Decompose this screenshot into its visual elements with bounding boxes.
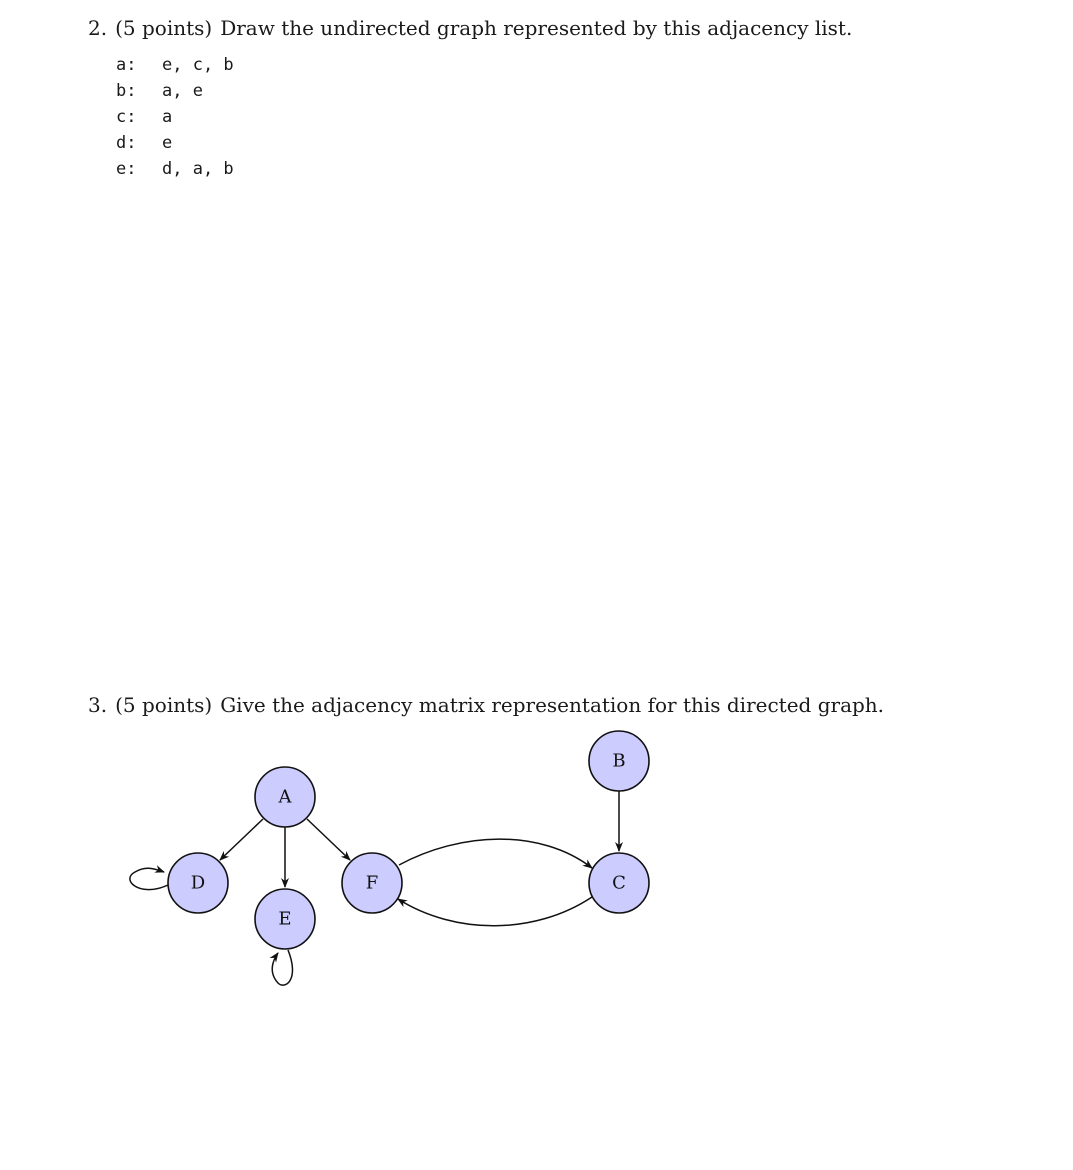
edge-A-D — [220, 819, 263, 860]
edge-E-E-loop — [272, 950, 292, 985]
question-2-points: (5 points) — [115, 16, 213, 40]
node-B-label: B — [612, 750, 626, 772]
adjacency-key: e: — [116, 159, 137, 179]
adjacency-key: d: — [116, 133, 137, 153]
question-2-number: 2. — [88, 16, 108, 40]
node-A-label: A — [278, 786, 292, 808]
adjacency-values: e, c, b — [162, 55, 234, 75]
question-3-number: 3. — [88, 693, 108, 717]
node-B — [589, 731, 649, 791]
node-F — [342, 853, 402, 913]
question-3-points: (5 points) — [115, 693, 213, 717]
node-C-label: C — [612, 872, 626, 894]
adjacency-values: a, e — [162, 81, 203, 101]
node-D — [168, 853, 228, 913]
adjacency-values: d, a, b — [162, 159, 234, 179]
edge-A-F — [307, 819, 350, 860]
question-2-prompt: Draw the undirected graph represented by this adjacency list. — [220, 16, 853, 40]
adjacency-values: e — [162, 133, 173, 153]
node-E — [255, 889, 315, 949]
node-C — [589, 853, 649, 913]
adjacency-key: a: — [116, 55, 137, 75]
adjacency-key: c: — [116, 107, 137, 127]
node-A — [255, 767, 315, 827]
adjacency-key: b: — [116, 81, 137, 101]
edge-D-D-loop — [130, 868, 168, 889]
node-E-label: E — [278, 908, 292, 930]
node-F-label: F — [365, 872, 379, 894]
adjacency-values: a — [162, 107, 173, 127]
edge-F-C — [399, 839, 592, 868]
edge-C-F — [398, 897, 592, 926]
node-D-label: D — [190, 872, 206, 894]
question-3-prompt: Give the adjacency matrix representation for this directed graph. — [220, 693, 885, 717]
